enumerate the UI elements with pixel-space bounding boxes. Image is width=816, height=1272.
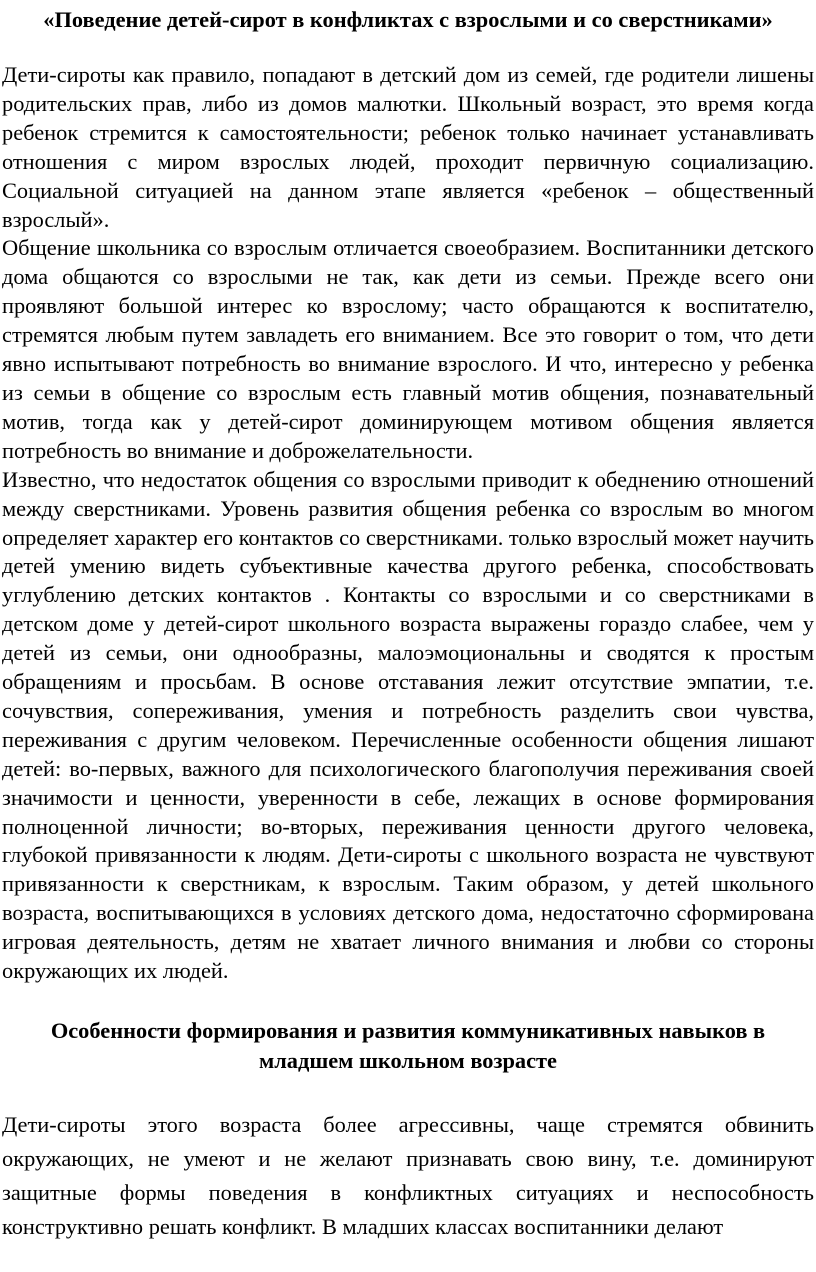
paragraph-1: Дети-сироты как правило, попадают в детский дом из семей, где родители лишены родительских прав, либо из домов малютки. Школьный возраст, это время когда ребенок стремится к самостоятельности; ребенок только начинает устанавливать отношения с миром взрослых людей, проходит первичную социализацию. Социальной ситуацией на данном этапе является «ребенок – общественный взрослый». (2, 62, 814, 232)
paragraph-2: Общение школьника со взрослым отличается своеобразием. Воспитанники детского дома общаются со взрослыми не так, как дети из семьи. Прежде всего они проявляют большой интерес ко взрослому; часто обращаются к воспитателю, стремятся любым путем завладеть его вниманием. Все это говорит о том, что дети явно испытывают потребность во внимание взрослого. И что, интересно у ребенка из семьи в общение со взрослым есть главный мотив общения, познавательный мотив, тогда как у детей-сирот доминирующем мотивом общения является потребность во внимание и доброжелательности. (2, 235, 814, 463)
section-2-heading: Особенности формирования и развития коммуникативных навыков в младшем школьном возрасте (50, 1018, 766, 1073)
document-title: «Поведение детей-сирот в конфликтах с взрослыми и со сверстниками» (43, 7, 773, 32)
section-1-body (2, 61, 814, 986)
paragraph-4: Дети-сироты этого возраста более агрессивны, чаще стремятся обвинить окружающих, не умеют и не желают признавать свою вину, т.е. доминируют защитные формы поведения в конфликтных ситуациях и неспособность конструктивно решать конфликт. В младших классах воспитанники делают (2, 1112, 814, 1239)
paragraph-3: Известно, что недостаток общения со взрослыми приводит к обеднению отношений между сверстниками. Уровень развития общения ребенка со взрослым во многом определяет характер его контактов со сверстниками. только взрослый может научить детей умению видеть субъективные качества другого ребенка, способствовать углублению детских контактов . Контакты со взрослыми и со сверстниками в детском доме у детей-сирот школьного возраста выражены гораздо слабее, чем у детей из семьи, они однообразны, малоэмоциональны и сводятся к простым обращениям и просьбам. В основе отставания лежит отсутствие эмпатии, т.е. сочувствия, сопереживания, умения и потребность разделить свои чувства, переживания с другим человеком. Перечисленные особенности общения лишают детей: во-первых, важного для психологического благополучия переживания своей значимости и ценности, уверенности в себе, лежащих в основе формирования полноценной личности; во-вторых, переживания ценности другого человека, глубокой привязанности к людям. Дети-сироты с школьного возраста не чувствуют привязанности к сверстникам, к взрослым. Таким образом, у детей школьного возраста, воспитывающихся в условиях детского дома, недостаточно сформирована игровая деятельность, детям не хватает личного внимания и любви со стороны окружающих их людей. (2, 466, 814, 984)
section-2-body (2, 1108, 814, 1244)
